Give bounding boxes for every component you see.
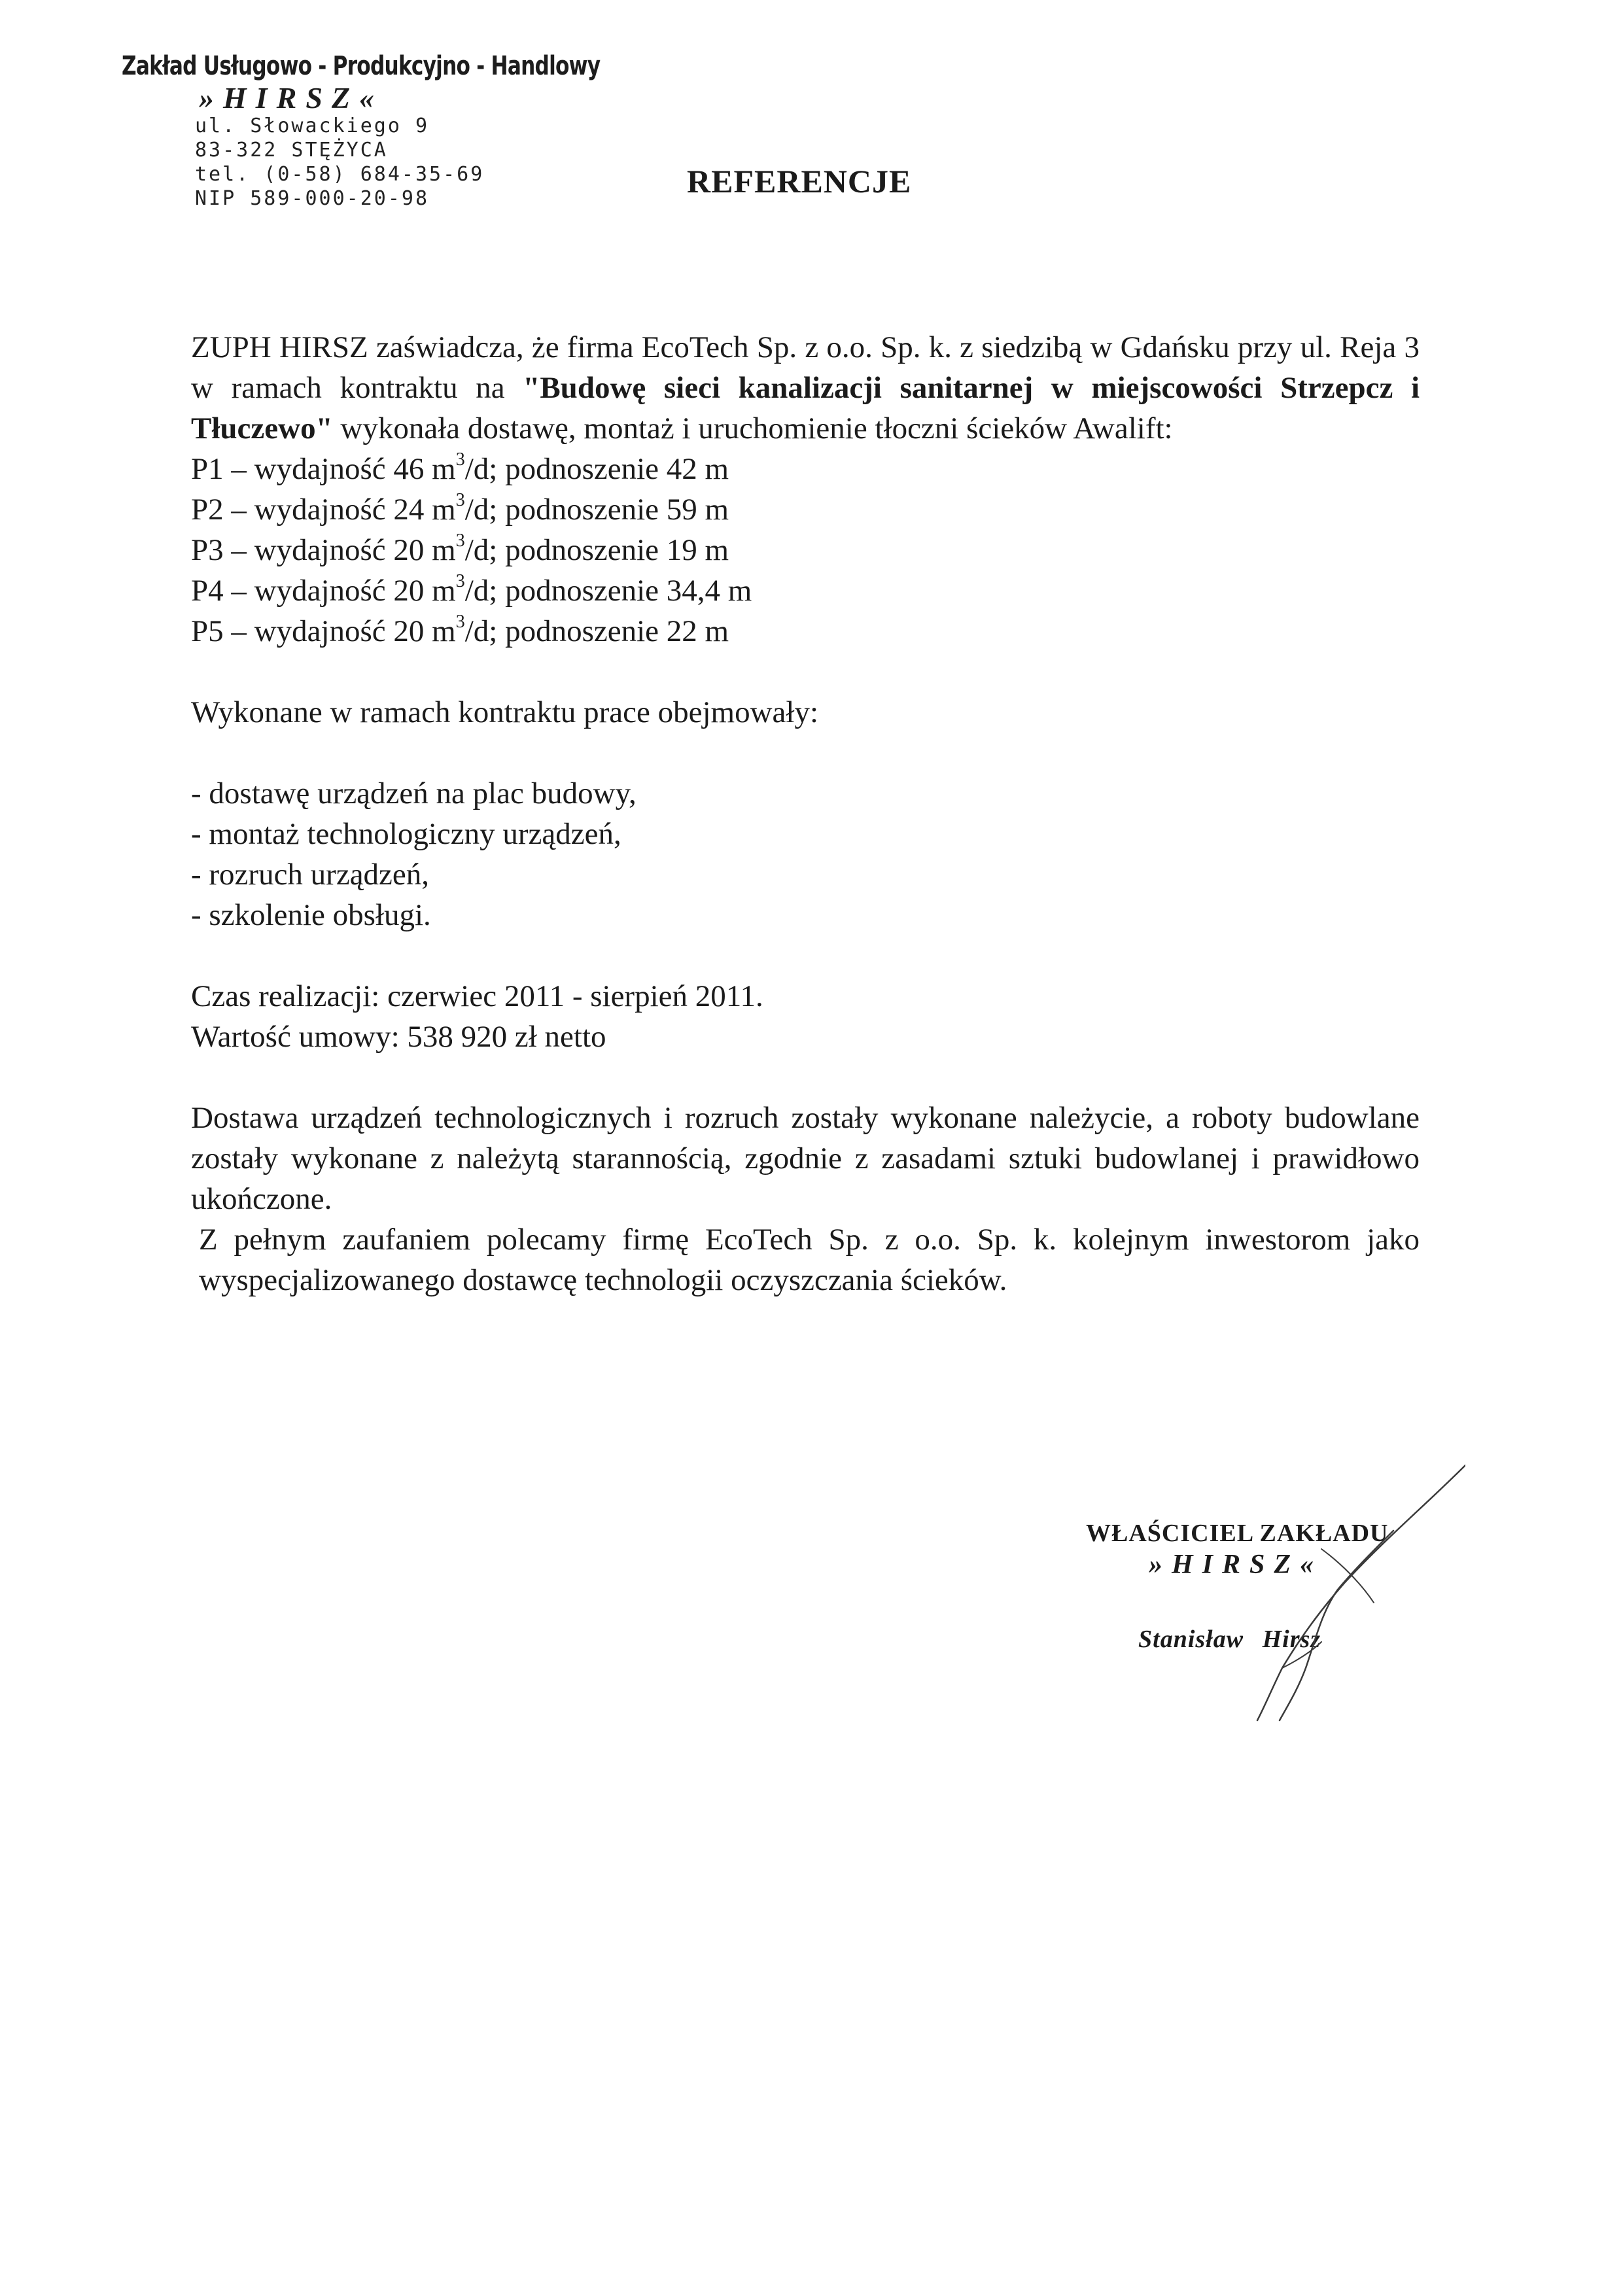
document-body xyxy=(191,327,1420,1300)
works-item: - dostawę urządzeń na plac budowy, xyxy=(191,776,637,810)
spacer xyxy=(191,1057,1420,1098)
letterhead-stamp xyxy=(119,51,601,211)
recommendation-paragraph: Z pełnym zaufaniem polecamy firmę EcoTech Sp. z o.o. Sp. k. kolejnym inwestorom jako wyspecjalizowanego dostawcę technologii oczyszczania ścieków. xyxy=(199,1223,1420,1297)
pump-lift: 42 xyxy=(666,452,697,486)
pump-spec-item xyxy=(191,449,1420,489)
document-title: REFERENCJE xyxy=(687,163,912,200)
pump-lift: 59 xyxy=(666,493,697,527)
letterhead-phone: tel. (0-58) 684-35-69 xyxy=(195,163,485,186)
capacity-label: – wydajność xyxy=(231,614,386,648)
pump-capacity: 20 xyxy=(393,614,425,648)
pump-spec-item xyxy=(191,489,1420,530)
pump-id: P2 xyxy=(191,493,224,527)
pump-capacity: 24 xyxy=(393,493,425,527)
unit-sup: 3 xyxy=(455,531,465,551)
unit-tail: /d; podnoszenie xyxy=(464,452,659,486)
letterhead-name: »HIRSZ« xyxy=(199,81,384,114)
lift-unit: m xyxy=(705,614,729,648)
capacity-label: – wydajność xyxy=(231,493,386,527)
pump-capacity: 20 xyxy=(393,533,425,567)
pump-spec-list xyxy=(191,449,1420,652)
capacity-label: – wydajność xyxy=(231,452,386,486)
intro-text-1: ZUPH HIRSZ zaświadcza, że firma EcoTech Sp. z o.o. Sp. k. z siedzibą w Gdańsku przy ul. Reja 3 w ramach kontraktu na xyxy=(191,330,1420,405)
pump-id: P5 xyxy=(191,614,224,648)
unit-tail: /d; podnoszenie xyxy=(464,574,659,608)
signature-stamp xyxy=(1086,1505,1452,1701)
capacity-label: – wydajność xyxy=(231,533,386,567)
spacer xyxy=(191,935,1420,976)
unit-base: m xyxy=(432,574,456,608)
capacity-label: – wydajność xyxy=(231,574,386,608)
unit-sup: 3 xyxy=(455,612,465,633)
pump-lift: 22 xyxy=(666,614,697,648)
works-item: - rozruch urządzeń, xyxy=(191,858,430,892)
lift-unit: m xyxy=(705,452,729,486)
letterhead-street: ul. Słowackiego 9 xyxy=(195,114,430,137)
pump-spec-item xyxy=(191,530,1420,570)
letterhead-nip: NIP 589-000-20-98 xyxy=(195,187,430,210)
contract-name: "Budowę sieci kanalizacji sanitarnej w miejscowości Strzepcz i Tłuczewo" xyxy=(191,371,1420,445)
pump-spec-item xyxy=(191,570,1420,611)
letterhead-company: Zakład Usługowo - Produkcyjno - Handlowy xyxy=(122,51,601,81)
unit-base: m xyxy=(432,533,456,567)
signature-company-name: »HIRSZ« xyxy=(1149,1550,1323,1580)
lift-unit: m xyxy=(727,574,752,608)
unit-tail: /d; podnoszenie xyxy=(464,533,659,567)
works-item: - szkolenie obsługi. xyxy=(191,898,431,932)
lift-unit: m xyxy=(705,533,729,567)
pump-capacity: 20 xyxy=(393,574,425,608)
unit-sup: 3 xyxy=(455,490,465,511)
intro-text-2: wykonała dostawę, montaż i uruchomienie tłoczni ścieków Awalift: xyxy=(332,411,1173,445)
lift-unit: m xyxy=(705,493,729,527)
pump-spec-item xyxy=(191,611,1420,652)
pump-lift: 34,4 xyxy=(666,574,721,608)
spacer xyxy=(191,733,1420,773)
works-list xyxy=(191,773,1420,935)
contract-value-text: Wartość umowy: 538 920 zł netto xyxy=(191,1020,606,1054)
intro-paragraph xyxy=(191,327,1420,449)
timeline-text: Czas realizacji: czerwiec 2011 - sierpień 2011. xyxy=(191,979,763,1013)
closing-paragraph: Dostawa urządzeń technologicznych i rozruch zostały wykonane należycie, a roboty budowlane zostały wykonane z należytą starannością, zgodnie z zasadami sztuki budowlanej i prawidłowo ukończone. xyxy=(191,1101,1420,1216)
letterhead-city: 83-322 STĘŻYCA xyxy=(195,139,388,162)
signature-person: Stanisław Hirsz xyxy=(1138,1626,1321,1653)
unit-tail: /d; podnoszenie xyxy=(464,614,659,648)
unit-sup: 3 xyxy=(455,571,465,592)
handwritten-signature-icon xyxy=(1086,1452,1465,1727)
spacer xyxy=(191,652,1420,692)
unit-base: m xyxy=(432,614,456,648)
pump-id: P1 xyxy=(191,452,224,486)
pump-lift: 19 xyxy=(666,533,697,567)
unit-tail: /d; podnoszenie xyxy=(464,493,659,527)
pump-id: P3 xyxy=(191,533,224,567)
unit-base: m xyxy=(432,452,456,486)
pump-capacity: 46 xyxy=(393,452,425,486)
works-heading: Wykonane w ramach kontraktu prace obejmowały: xyxy=(191,695,819,729)
signature-title: WŁAŚCICIEL ZAKŁADU xyxy=(1086,1520,1389,1547)
pump-id: P4 xyxy=(191,574,224,608)
works-item: - montaż technologiczny urządzeń, xyxy=(191,817,621,851)
unit-base: m xyxy=(432,493,456,527)
unit-sup: 3 xyxy=(455,449,465,470)
